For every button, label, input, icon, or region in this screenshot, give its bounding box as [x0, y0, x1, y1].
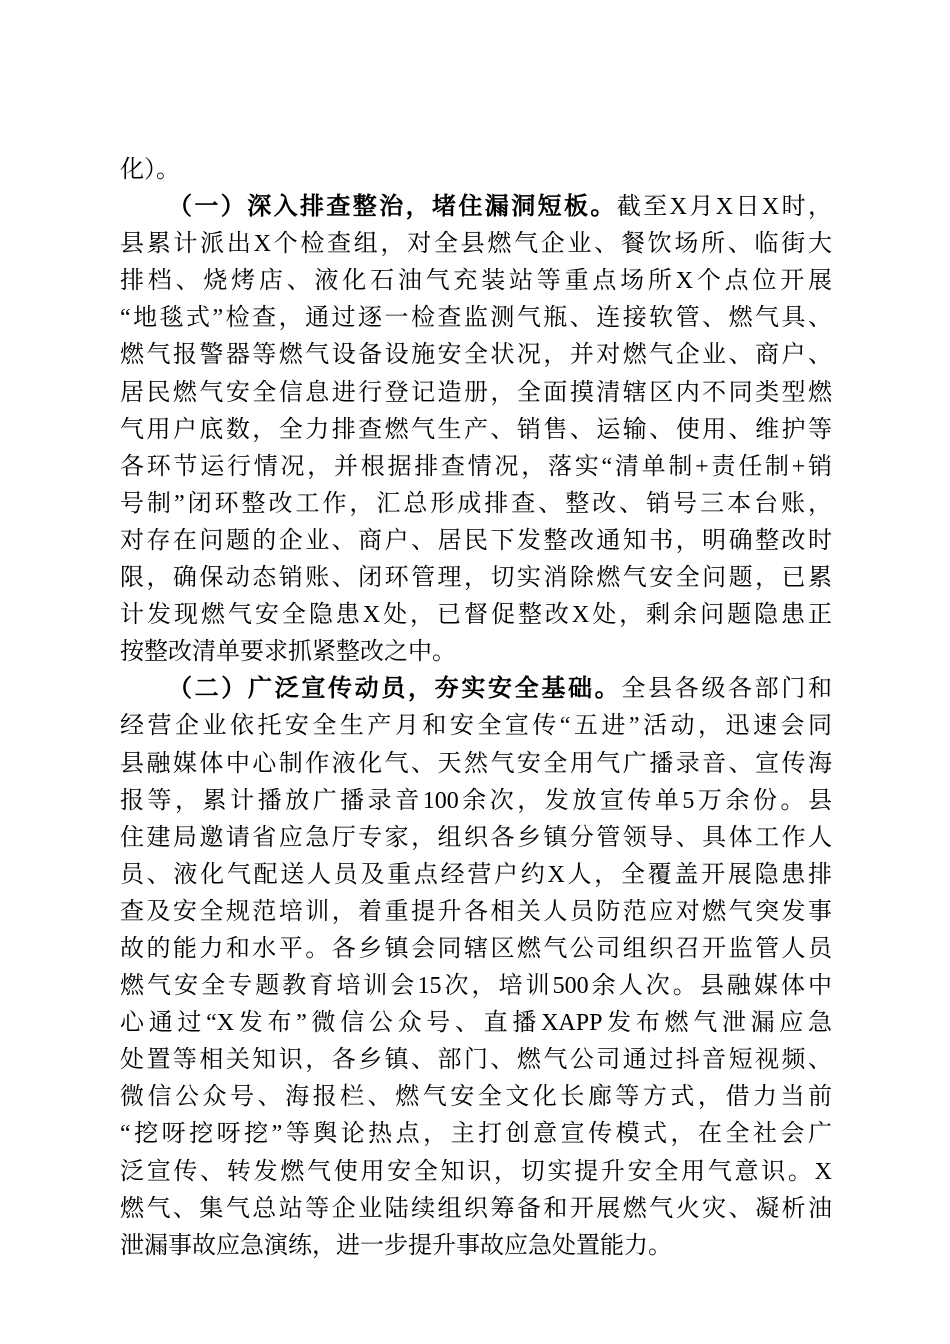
section-2-first-line-text: 全县各级各部门和 [621, 676, 833, 703]
text-line: 经营企业依托安全生产月和安全宣传“五进”活动，迅速会同 [120, 713, 832, 740]
carryover-line: 化）。 [120, 157, 180, 183]
text-line: 居民燃气安全信息进行登记造册，全面摸清辖区内不同类型燃 [120, 379, 832, 406]
document-body [120, 152, 832, 1265]
section-1-lines [120, 226, 832, 671]
text-line: “地毯式”检查，通过逐一检查监测气瓶、连接软管、燃气具、 [120, 305, 832, 332]
text-line: 县融媒体中心制作液化气、天然气安全用气广播录音、宣传海 [120, 750, 832, 777]
text-line: 燃气报警器等燃气设备设施安全状况，并对燃气企业、商户、 [120, 342, 832, 369]
text-line: 心通过“X发布”微信公众号、直播XAPP发布燃气泄漏应急 [120, 1010, 832, 1037]
section-2-lines [120, 708, 832, 1264]
text-line: 号制”闭环整改工作，汇总形成排查、整改、销号三本台账， [120, 490, 832, 517]
section-1 [120, 189, 832, 671]
text-line: 燃气安全专题教育培训会15次，培训500余人次。县融媒体中 [120, 973, 832, 1000]
text-line: 查及安全规范培训，着重提升各相关人员防范应对燃气突发事 [120, 898, 832, 925]
section-1-heading: （一）深入排查整治，堵住漏洞短板。 [168, 194, 617, 221]
text-line: 微信公众号、海报栏、燃气安全文化长廊等方式，借力当前 [120, 1084, 832, 1111]
text-line: “挖呀挖呀挖”等舆论热点，主打创意宣传模式，在全社会广 [120, 1121, 832, 1148]
text-line: 按整改清单要求抓紧整改之中。 [120, 639, 456, 666]
text-line: 住建局邀请省应急厅专家，组织各乡镇分管领导、具体工作人 [120, 824, 832, 851]
text-line: 各环节运行情况，并根据排查情况，落实“清单制+责任制+销 [120, 453, 832, 480]
section-2-first-line [120, 671, 832, 708]
text-line: 对存在问题的企业、商户、居民下发整改通知书，明确整改时 [120, 527, 832, 554]
text-line: 限，确保动态销账、闭环管理，切实消除燃气安全问题，已累 [120, 565, 832, 592]
section-2 [120, 671, 832, 1265]
text-line: 计发现燃气安全隐患X处，已督促整改X处，剩余问题隐患正 [120, 602, 832, 629]
text-line: 报等，累计播放广播录音100余次，发放宣传单5万余份。县 [120, 787, 832, 814]
section-1-first-line-text: 截至X月X日X时， [616, 194, 833, 221]
section-2-heading: （二）广泛宣传动员，夯实安全基础。 [168, 676, 622, 703]
text-line: 排档、烧烤店、液化石油气充装站等重点场所X个点位开展 [120, 268, 832, 295]
text-line: 泄漏事故应急演练，进一步提升事故应急处置能力。 [120, 1232, 672, 1259]
section-1-first-line [120, 189, 832, 226]
text-line: 处置等相关知识，各乡镇、部门、燃气公司通过抖音短视频、 [120, 1047, 832, 1074]
text-line: 泛宣传、转发燃气使用安全知识，切实提升安全用气意识。X [120, 1158, 832, 1185]
text-line: 燃气、集气总站等企业陆续组织筹备和开展燃气火灾、凝析油 [120, 1195, 832, 1222]
text-line: 气用户底数，全力排查燃气生产、销售、运输、使用、维护等 [120, 416, 832, 443]
text-line: 员、液化气配送人员及重点经营户约X人，全覆盖开展隐患排 [120, 861, 832, 888]
text-line: 县累计派出X个检查组，对全县燃气企业、餐饮场所、临街大 [120, 231, 832, 258]
text-line: 故的能力和水平。各乡镇会同辖区燃气公司组织召开监管人员 [120, 935, 832, 962]
